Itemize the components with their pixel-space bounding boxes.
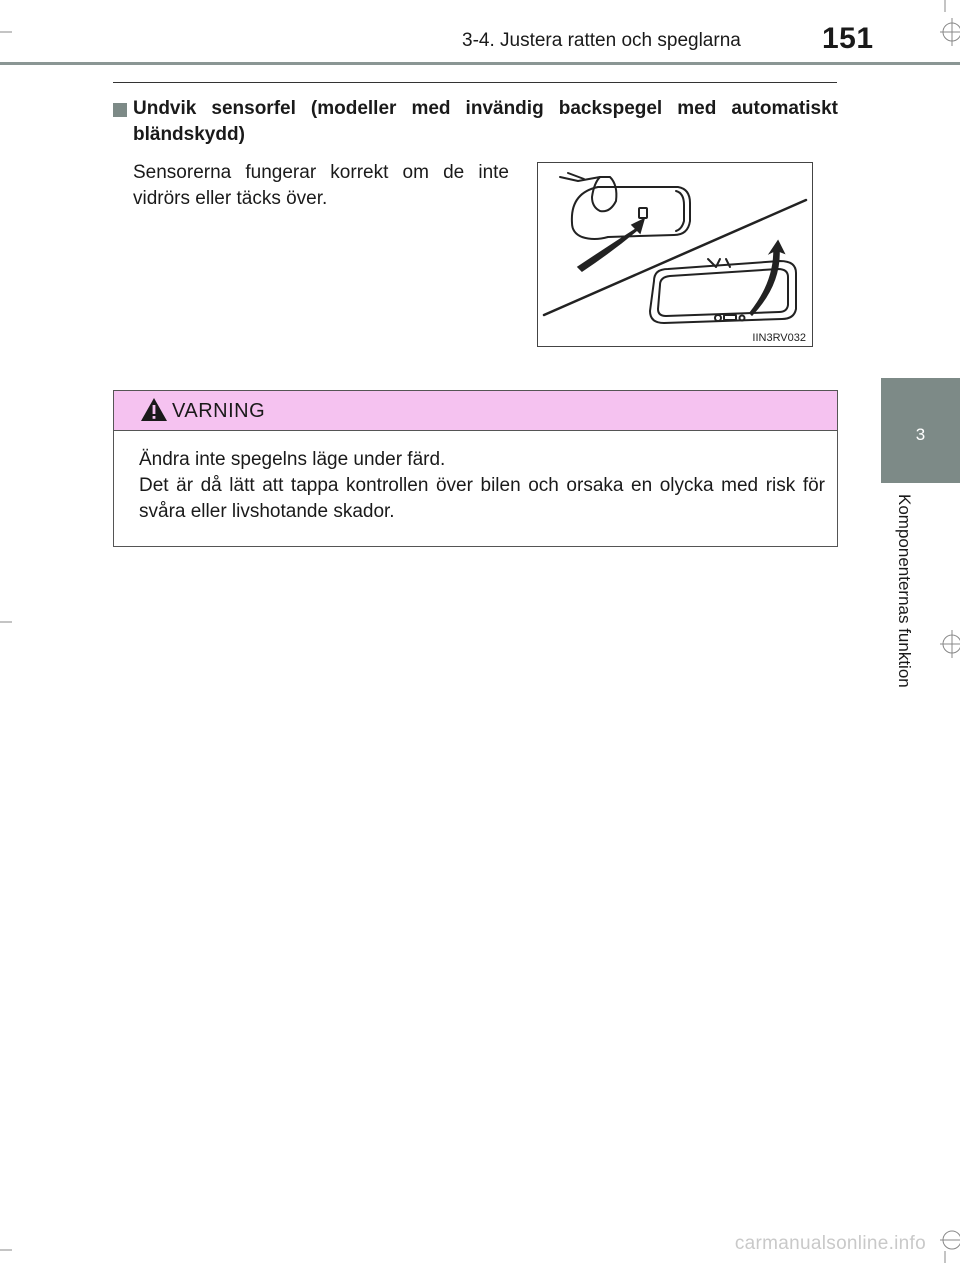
warning-body [139, 447, 825, 525]
section-rule [113, 82, 837, 83]
watermark: carmanualsonline.info [734, 1233, 926, 1254]
section-heading: Undvik sensorfel (modeller med invändig backspegel med automatiskt bländskydd) [133, 98, 838, 145]
warning-triangle-icon [140, 397, 168, 422]
mirror-sensor-illustration [537, 162, 813, 347]
header-rule [0, 62, 960, 65]
chapter-number: 3 [915, 425, 926, 444]
figure-code: IIN3RV032 [752, 332, 806, 344]
page-number: 151 [822, 22, 874, 55]
mirror-illustration-graphic [538, 163, 812, 346]
warning-header [114, 391, 837, 431]
header-section-title: 3-4. Justera ratten och speglarna [462, 30, 741, 51]
heading-bullet-icon [113, 103, 127, 117]
warning-box [113, 390, 838, 547]
warning-title: VARNING [172, 400, 266, 422]
section-body: Sensorerna fungerar korrekt om de inte vidrörs eller täcks över. [133, 162, 509, 209]
chapter-label: Komponenternas funktion [895, 494, 914, 688]
warning-line: Det är då lätt att tappa kontrollen över bilen och orsaka en olycka med risk för svåra eller livshotande skador. [139, 475, 825, 522]
warning-line: Ändra inte spegelns läge under färd. [139, 449, 446, 470]
